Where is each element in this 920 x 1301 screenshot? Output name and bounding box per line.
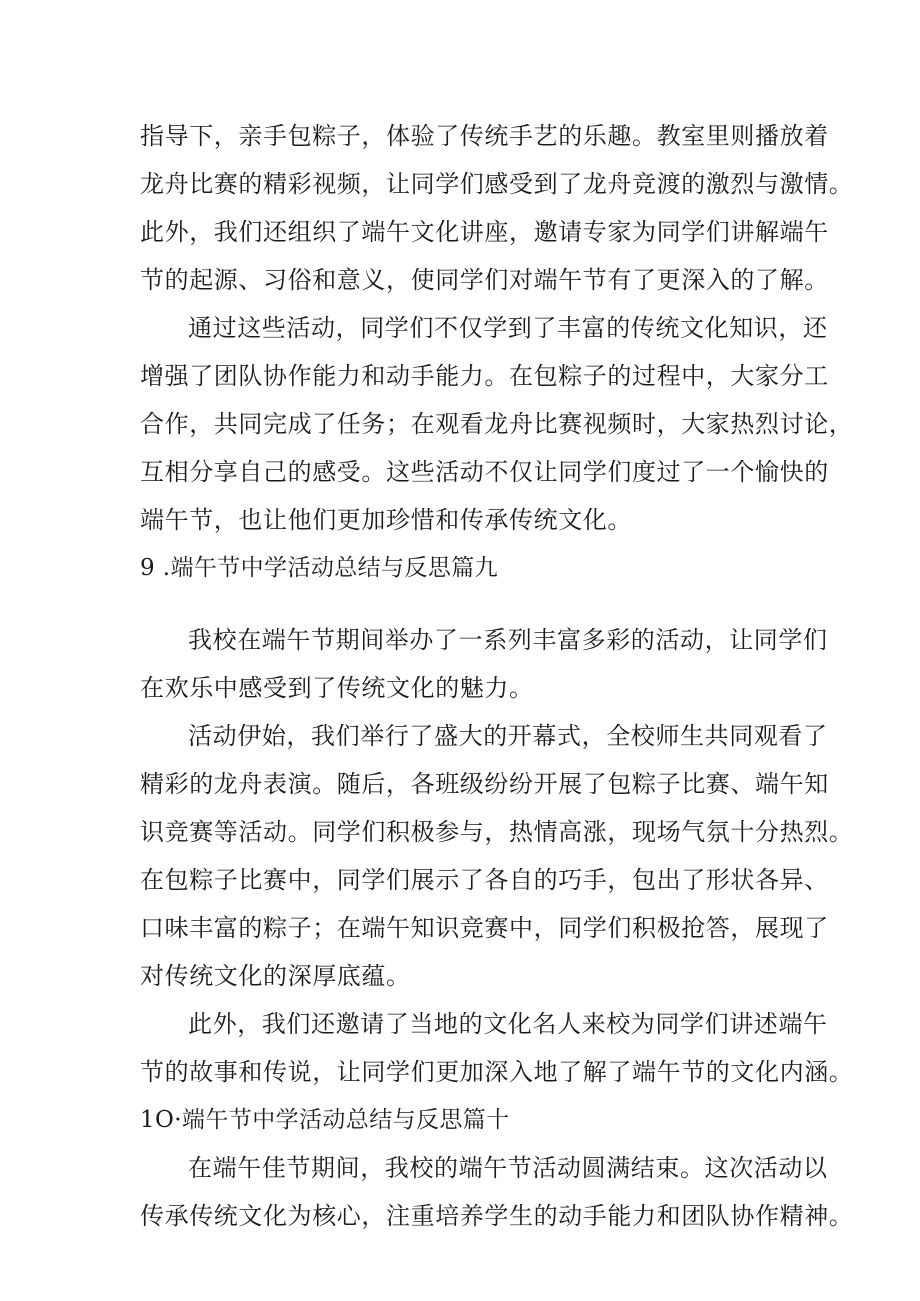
text-line: 互相分享自己的感受。这些活动不仅让同学们度过了一个愉快的	[140, 458, 829, 486]
document-page	[140, 112, 854, 1240]
text-line: 在端午佳节期间，我校的端午节活动圆满结束。这次活动以	[188, 1154, 828, 1182]
text-line: 我校在端午节期间举办了一系列丰富多彩的活动，让同学们	[188, 626, 828, 654]
text-line: 在欢乐中感受到了传统文化的魅力。	[140, 674, 534, 702]
paragraph-intro-10	[140, 1144, 854, 1240]
paragraph-intro-9	[140, 616, 828, 712]
text-line: 识竞赛等活动。同学们积极参与，热情高涨，现场气氛十分热烈。	[140, 818, 854, 846]
text-line: 合作，共同完成了任务；在观看龙舟比赛视频时，大家热烈讨论，	[140, 410, 854, 438]
text-line: 指导下，亲手包粽子，体验了传统手艺的乐趣。教室里则播放着	[140, 122, 829, 150]
section-heading-9: 9 .端午节中学活动总结与反思篇九	[140, 555, 499, 581]
text-line: 此外，我们还邀请了当地的文化名人来校为同学们讲述端午	[188, 1010, 828, 1038]
paragraph-activities-cont	[140, 112, 854, 304]
text-line: 精彩的龙舟表演。随后，各班级纷纷开展了包粽子比赛、端午知	[140, 770, 829, 798]
text-line: 增强了团队协作能力和动手能力。在包粽子的过程中，大家分工	[140, 362, 829, 390]
text-line: 龙舟比赛的精彩视频，让同学们感受到了龙舟竞渡的激烈与激情。	[140, 170, 854, 198]
text-line: 传承传统文化为核心，注重培养学生的动手能力和团队协作精神。	[140, 1202, 854, 1230]
text-line: 口味丰富的粽子；在端午知识竞赛中，同学们积极抢答，展现了	[140, 914, 829, 942]
text-line: 节的起源、习俗和意义，使同学们对端午节有了更深入的了解。	[140, 266, 829, 294]
text-line: 通过这些活动，同学们不仅学到了丰富的传统文化知识，还	[188, 314, 828, 342]
paragraph-lecture	[140, 1000, 854, 1096]
paragraph-benefits	[140, 304, 854, 544]
paragraph-opening	[140, 712, 854, 1000]
text-line: 活动伊始，我们举行了盛大的开幕式，全校师生共同观看了	[188, 722, 828, 750]
text-line: 对传统文化的深厚底蕴。	[140, 962, 411, 990]
spacer	[140, 592, 790, 616]
text-line: 此外，我们还组织了端午文化讲座，邀请专家为同学们讲解端午	[140, 218, 829, 246]
text-line: 端午节，也让他们更加珍惜和传承传统文化。	[140, 506, 632, 534]
text-line: 在包粽子比赛中，同学们展示了各自的巧手，包出了形状各异、	[140, 866, 829, 894]
section-heading-10: 1O·端午节中学活动总结与反思篇十	[140, 1107, 510, 1133]
text-line: 节的故事和传说，让同学们更加深入地了解了端午节的文化内涵。	[140, 1058, 854, 1086]
